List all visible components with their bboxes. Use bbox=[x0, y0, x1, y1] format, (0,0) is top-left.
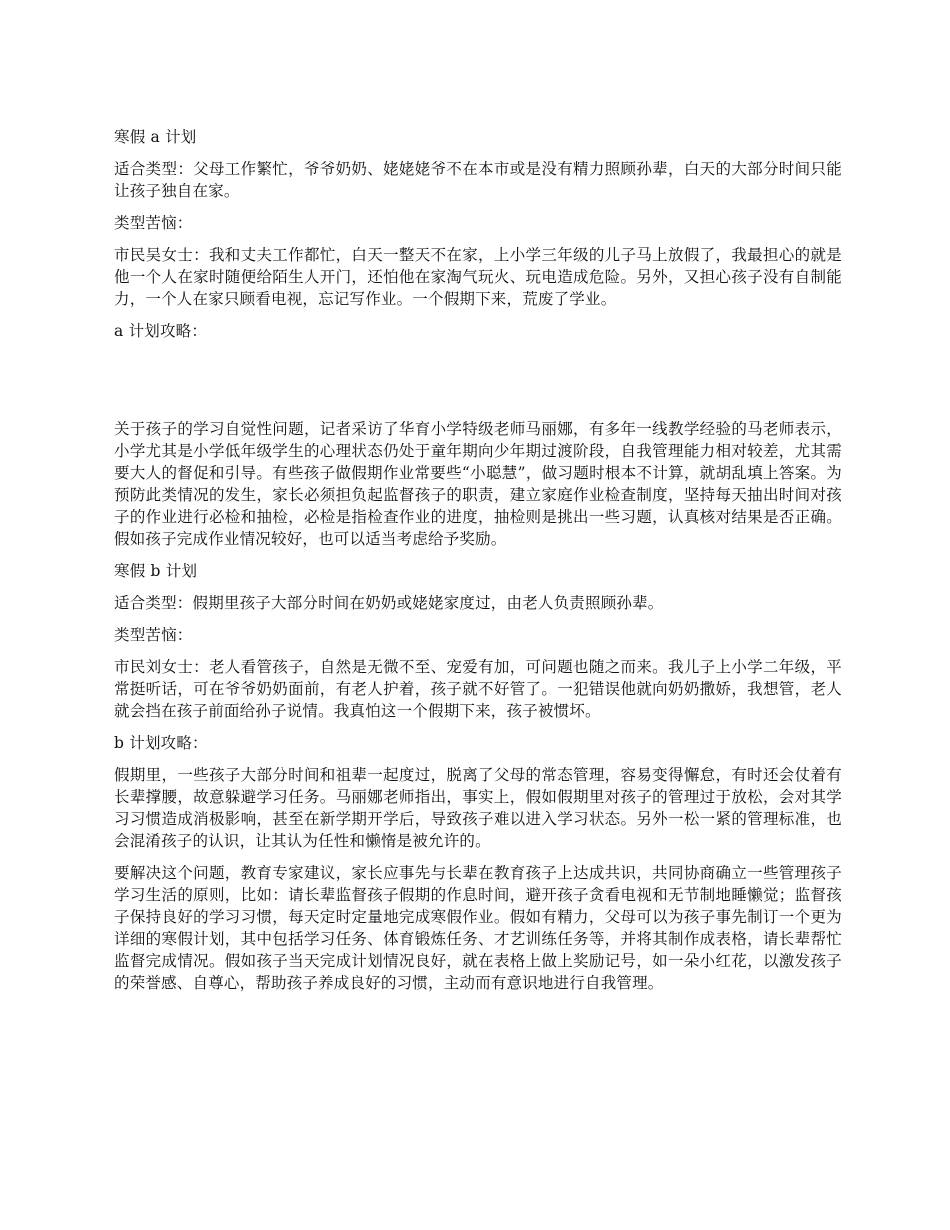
blank-gap bbox=[114, 352, 842, 418]
plan-b-trouble-text: 市民刘女士：老人看管孩子，自然是无微不至、宠爱有加，可问题也随之而来。我儿子上小学二年级，平常挺听话，可在爷爷奶奶面前，有老人护着，孩子就不好管了。一犯错误他就向奶奶撒娇，我想管，老人就会挡在孩子前面给孙子说情。我真怕这一个假期下来，孩子被惯坏。 bbox=[114, 658, 842, 720]
plan-a-suitable-type: 适合类型：父母工作繁忙，爷爷奶奶、姥姥姥爷不在本市或是没有精力照顾孙辈，白天的大部分时间只能让孩子独自在家。 bbox=[114, 160, 842, 200]
plan-b-trouble-label: 类型苦恼： bbox=[114, 626, 193, 644]
plan-b-strategy-label: b 计划攻略： bbox=[114, 734, 208, 752]
plan-a-trouble-text: 市民吴女士：我和丈夫工作都忙，白天一整天不在家，上小学三年级的儿子马上放假了，我最担心的就是他一个人在家时随便给陌生人开门，还怕他在家淘气玩火、玩电造成危险。另外，又担心孩子没有自制能力，一个人在家只顾看电视，忘记写作业。一个假期下来，荒废了学业。 bbox=[114, 246, 842, 308]
plan-a-strategy-text: 关于孩子的学习自觉性问题，记者采访了华育小学特级老师马丽娜，有多年一线教学经验的马老师表示，小学尤其是小学低年级学生的心理状态仍处于童年期向少年期过渡阶段，自我管理能力相对较差，尤其需要大人的督促和引导。有些孩子做假期作业常要些“小聪慧”，做习题时根本不计算，就胡乱填上答案。为预防此类情况的发生，家长必须担负起监督孩子的职责，建立家庭作业检查制度，坚持每天抽出时间对孩子的作业进行必检和抽检，必检是指检查作业的进度，抽检则是挑出一些习题，认真核对结果是否正确。假如孩子完成作业情况较好，也可以适当考虑给予奖励。 bbox=[114, 420, 842, 548]
plan-a-strategy-label: a 计划攻略： bbox=[114, 322, 208, 340]
plan-b-suitable-type: 适合类型：假期里孩子大部分时间在奶奶或姥姥家度过，由老人负责照顾孙辈。 bbox=[114, 594, 664, 612]
plan-b-heading: 寒假 b 计划 bbox=[114, 562, 198, 580]
document-body bbox=[114, 126, 842, 1004]
plan-b-strategy-text-2: 要解决这个问题，教育专家建议，家长应事先与长辈在教育孩子上达成共识，共同协商确立一些管理孩子学习生活的原则，比如：请长辈监督孩子假期的作息时间，避开孩子贪看电视和无节制地睡懒觉；监督孩子保持良好的学习习惯，每天定时定量地完成寒假作业。假如有精力，父母可以为孩子事先制订一个更为详细的寒假计划，其中包括学习任务、体育锻炼任务、才艺训练任务等，并将其制作成表格，请长辈帮忙监督完成情况。假如孩子当天完成计划情况良好，就在表格上做上奖励记号，如一朵小红花，以激发孩子的荣誉感、自尊心，帮助孩子养成良好的习惯，主动而有意识地进行自我管理。 bbox=[114, 864, 842, 992]
plan-b-strategy-text-1: 假期里，一些孩子大部分时间和祖辈一起度过，脱离了父母的常态管理，容易变得懈怠，有时还会仗着有长辈撑腰，故意躲避学习任务。马丽娜老师指出，事实上，假如假期里对孩子的管理过于放松，会对其学习习惯造成消极影响，甚至在新学期开学后，导致孩子难以进入学习状态。另外一松一紧的管理标准，也会混淆孩子的认识，让其认为任性和懒惰是被允许的。 bbox=[114, 766, 842, 850]
plan-a-heading: 寒假 a 计划 bbox=[114, 128, 197, 146]
plan-a-trouble-label: 类型苦恼： bbox=[114, 214, 193, 232]
